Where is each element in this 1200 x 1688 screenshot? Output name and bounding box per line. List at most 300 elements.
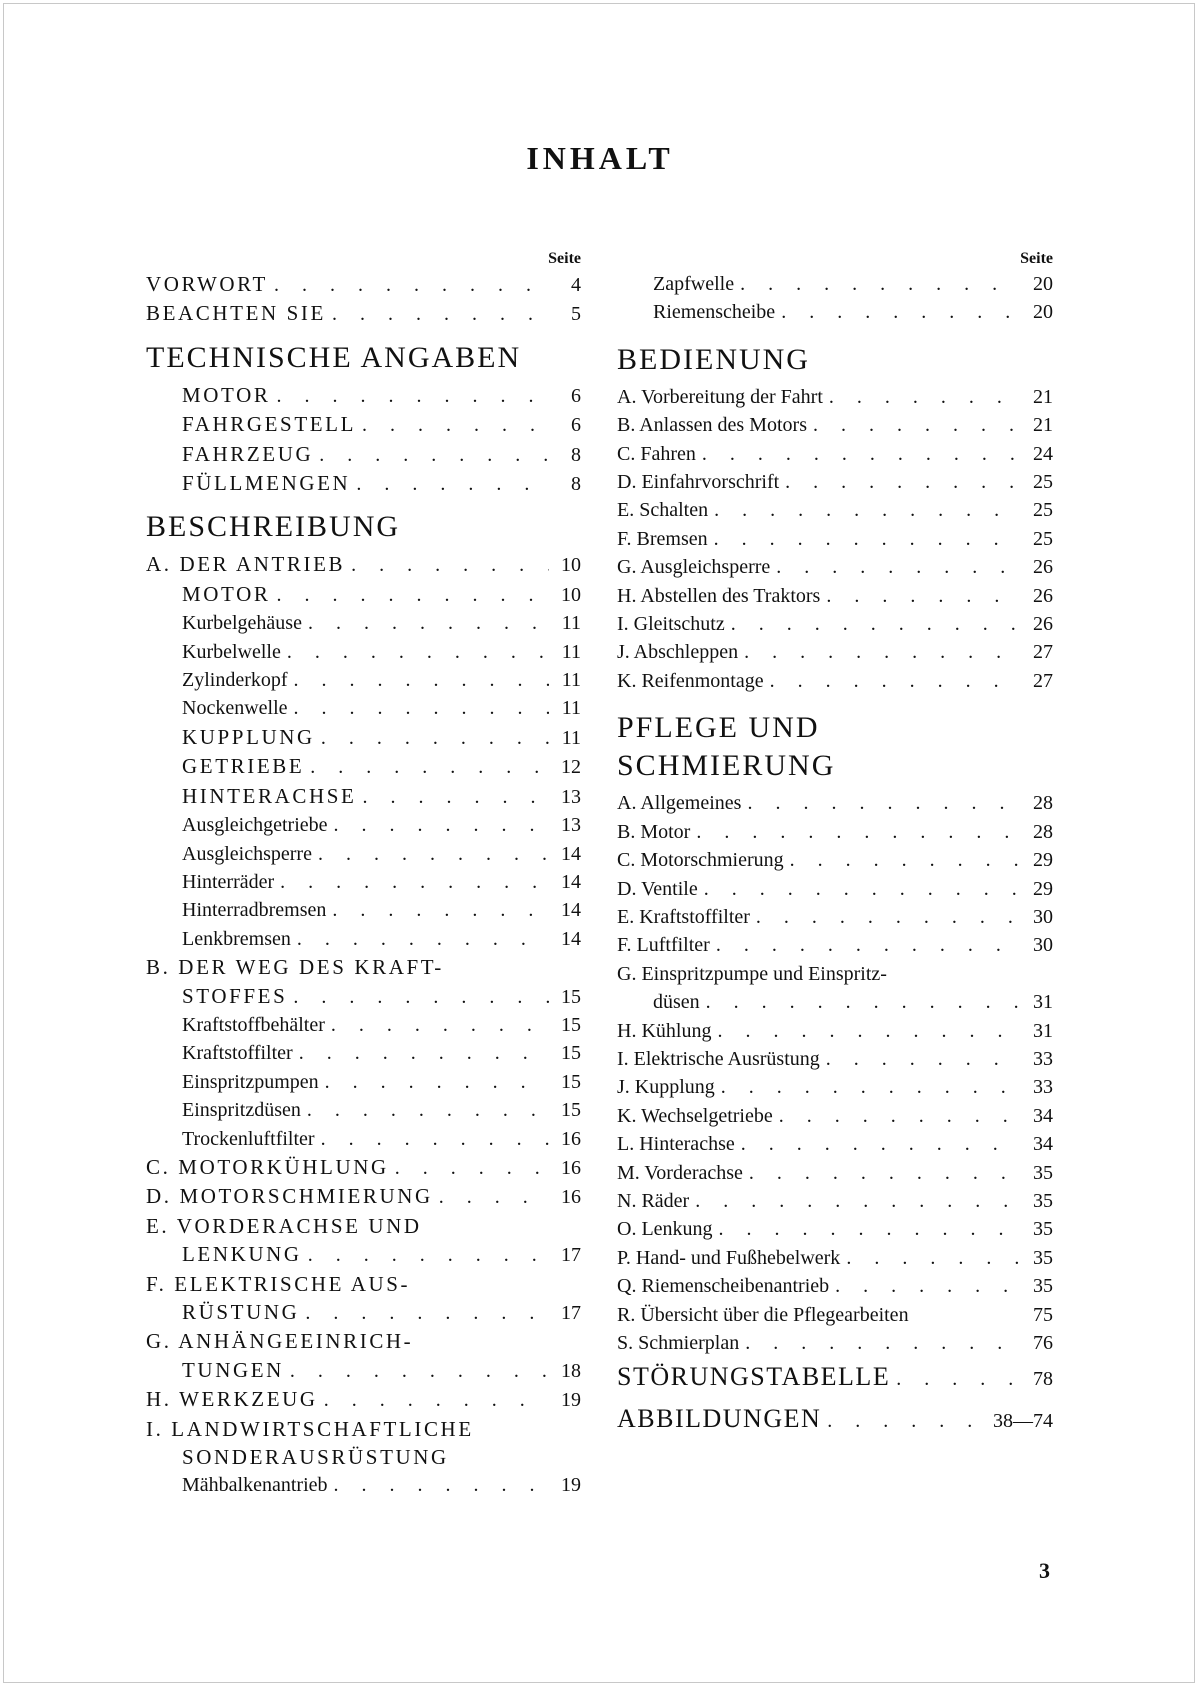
toc-entry-label: Kurbelwelle (182, 640, 281, 663)
dot-leader (318, 840, 549, 868)
toc-line (146, 1068, 581, 1096)
dot-leader (351, 551, 549, 579)
toc-entry (617, 553, 1053, 581)
toc-line (617, 1159, 1053, 1187)
toc-entry (146, 410, 581, 439)
dot-leader (781, 298, 1021, 326)
toc-entry-label: Nockenwelle (182, 697, 288, 720)
toc-entry-label: Kraftstoffilter (182, 1042, 293, 1065)
toc-entry (617, 582, 1053, 610)
dot-leader (756, 903, 1021, 931)
dot-leader (334, 811, 550, 839)
dot-leader (321, 1125, 549, 1153)
toc-line (146, 1212, 581, 1240)
toc-entry (617, 1272, 1053, 1300)
toc-entry (146, 1182, 581, 1211)
toc-line (146, 1385, 581, 1414)
toc-line (146, 1096, 581, 1124)
toc-entry-page: 11 (561, 640, 581, 663)
toc-entry-label: Ausgleichsperre (182, 842, 312, 865)
dot-leader (308, 1241, 549, 1269)
dot-leader (299, 1039, 549, 1067)
toc-entry-label: Hinterräder (182, 870, 275, 893)
toc-entry-page: 16 (561, 1156, 581, 1179)
toc-entry-label: VORWORT (146, 272, 268, 296)
toc-entry (146, 811, 581, 839)
toc-entry-page: 11 (561, 697, 581, 720)
toc-entry (146, 508, 581, 546)
toc-entry (146, 1385, 581, 1414)
toc-entry-page: 15 (561, 1070, 581, 1093)
toc-entry (146, 1471, 581, 1499)
dot-leader (721, 1073, 1021, 1101)
toc-entry-label: HINTERACHSE (182, 783, 357, 808)
toc-entry-page: 76 (1033, 1332, 1053, 1354)
toc-entry-label: D. Einfahrvorschrift (617, 471, 780, 494)
dot-leader (714, 525, 1021, 553)
toc-entry-label: A. Allgemeines (617, 792, 742, 815)
toc-entry (617, 1130, 1053, 1158)
toc-entry (617, 411, 1053, 439)
toc-entry-page: 4 (571, 274, 581, 296)
toc-entry-page: 25 (1033, 527, 1053, 550)
toc-entry-page: 24 (1033, 442, 1053, 465)
toc-line (146, 270, 581, 299)
toc-line (617, 988, 1053, 1016)
toc-entry (617, 270, 1053, 298)
toc-line (146, 1011, 581, 1039)
toc-entry-label: F. Bremsen (617, 527, 708, 550)
toc-line (146, 508, 581, 546)
toc-entry-label: J. Kupplung (617, 1076, 715, 1099)
toc-entry-label: H. Abstellen des Traktors (617, 584, 821, 607)
toc-entry (617, 1017, 1053, 1045)
toc-line (146, 381, 581, 410)
dot-leader (294, 666, 549, 694)
dot-leader (896, 1359, 1021, 1399)
toc-left-list (146, 270, 581, 1500)
toc-entry-label: Trockenluftfilter (182, 1127, 315, 1150)
toc-line (617, 903, 1053, 931)
toc-line (617, 789, 1053, 817)
toc-line (617, 1399, 1053, 1441)
toc-entry-page: 35 (1033, 1161, 1053, 1184)
dot-leader (835, 1272, 1021, 1300)
toc-entry-page: 35 (1033, 1246, 1053, 1269)
toc-entry-page: 13 (561, 785, 581, 808)
toc-line (617, 638, 1053, 666)
toc-entry (146, 638, 581, 666)
toc-entry-label: Hinterradbremsen (182, 899, 327, 922)
toc-entry (617, 1045, 1053, 1073)
toc-entry (146, 1415, 581, 1472)
toc-entry-page: 25 (1033, 499, 1053, 522)
toc-entry-page: 25 (1033, 471, 1053, 494)
toc-entry (146, 550, 581, 579)
toc-entry-label: BESCHREIBUNG (146, 510, 401, 544)
toc-entry-page: 11 (561, 612, 581, 635)
toc-entry-label: M. Vorderachse (617, 1161, 743, 1184)
dot-leader (310, 753, 549, 781)
dot-leader (280, 868, 549, 896)
toc-entry-page: 26 (1033, 584, 1053, 607)
toc-entry (617, 1244, 1053, 1272)
toc-entry-label: I. LANDWIRTSCHAFTLICHE (146, 1416, 474, 1441)
toc-entry-page: 11 (561, 726, 581, 749)
toc-entry (617, 903, 1053, 931)
toc-entry (146, 609, 581, 637)
toc-entry (617, 383, 1053, 411)
toc-entry (146, 1153, 581, 1182)
toc-entry-page: 21 (1033, 385, 1053, 408)
seite-label-left: Seite (548, 250, 581, 267)
dot-leader (695, 1187, 1021, 1215)
dot-leader (749, 1159, 1021, 1187)
toc-entry (146, 1039, 581, 1067)
dot-leader (362, 783, 549, 811)
dot-leader (826, 1045, 1021, 1073)
dot-leader (719, 1215, 1021, 1243)
toc-entry-label: Lenkbremsen (182, 927, 291, 950)
dot-leader (324, 1386, 549, 1414)
toc-entry (146, 440, 581, 469)
toc-entry (146, 1011, 581, 1039)
dot-leader (704, 875, 1021, 903)
toc-line (617, 383, 1053, 411)
toc-entry (617, 709, 1053, 785)
toc-entry-page: 19 (561, 1474, 581, 1497)
toc-line (617, 960, 1053, 988)
toc-line (617, 875, 1053, 903)
dot-leader (744, 638, 1021, 666)
toc-entry-page: 15 (561, 1042, 581, 1065)
toc-line (146, 469, 581, 498)
toc-line (146, 580, 581, 609)
toc-entry-label: F. Luftfilter (617, 934, 710, 957)
toc-line (617, 1102, 1053, 1130)
toc-entry-page: 8 (571, 443, 581, 466)
toc-line (146, 339, 581, 377)
toc-entry-label: H. Kühlung (617, 1019, 712, 1042)
toc-entry-label: FÜLLMENGEN (182, 471, 351, 496)
toc-line (146, 1327, 581, 1355)
dot-leader (846, 1244, 1021, 1272)
toc-entry-label: Ausgleichgetriebe (182, 814, 328, 837)
toc-entry (146, 1270, 581, 1328)
dot-leader (813, 411, 1021, 439)
toc-line (617, 846, 1053, 874)
toc-entry (617, 1159, 1053, 1187)
toc-entry (617, 1102, 1053, 1130)
toc-entry (617, 875, 1053, 903)
dot-leader (287, 638, 549, 666)
toc-entry-label: O. Lenkung (617, 1218, 713, 1241)
toc-entry-page: 12 (561, 756, 581, 779)
toc-line (146, 840, 581, 868)
toc-entry-label: MOTOR (182, 581, 271, 606)
toc-entry (617, 440, 1053, 468)
toc-entry-label: B. DER WEG DES KRAFT- (146, 955, 444, 980)
toc-entry-page: 15 (561, 1099, 581, 1122)
toc-line (146, 782, 581, 811)
toc-entry-label: A. Vorbereitung der Fahrt (617, 385, 823, 408)
toc-line (617, 1130, 1053, 1158)
toc-entry-page: 28 (1033, 820, 1053, 843)
toc-entry (617, 846, 1053, 874)
toc-line (146, 1240, 581, 1269)
toc-line (146, 299, 581, 328)
toc-line (617, 667, 1053, 695)
toc-left-column (146, 248, 581, 1500)
toc-entry (146, 339, 581, 377)
toc-entry-label: N. Räder (617, 1189, 690, 1212)
toc-entry-label: L. Hinterachse (617, 1133, 735, 1156)
dot-leader (829, 383, 1021, 411)
toc-entry-label: KUPPLUNG (182, 724, 315, 749)
toc-entry (146, 1212, 581, 1270)
toc-entry (617, 1073, 1053, 1101)
dot-leader (439, 1183, 549, 1211)
toc-line (146, 1471, 581, 1499)
toc-line (617, 818, 1053, 846)
toc-entry-label: P. Hand- und Fußhebelwerk (617, 1246, 841, 1269)
toc-entry-page: 28 (1033, 792, 1053, 815)
toc-entry (146, 1327, 581, 1385)
toc-entry (146, 666, 581, 694)
toc-entry-page: 6 (571, 384, 581, 407)
toc-entry (146, 723, 581, 752)
toc-line (146, 982, 581, 1011)
toc-entry-label: Kurbelgehäuse (182, 612, 302, 635)
toc-entry (146, 694, 581, 722)
dot-leader (740, 270, 1021, 298)
toc-line (617, 1244, 1053, 1272)
toc-entry-label: Zylinderkopf (182, 669, 288, 692)
toc-entry (617, 525, 1053, 553)
toc-entry-page: 14 (561, 927, 581, 950)
toc-entry-label: LENKUNG (182, 1242, 302, 1267)
toc-entry-label: B. Motor (617, 820, 691, 843)
toc-entry-label: C. MOTORKÜHLUNG (146, 1154, 389, 1179)
toc-entry-page: 10 (561, 554, 581, 577)
toc-entry-label: SCHMIERUNG (617, 749, 836, 783)
toc-line (146, 550, 581, 579)
toc-entry-page: 26 (1033, 613, 1053, 636)
dot-leader (332, 300, 549, 328)
toc-entry-label: TUNGEN (182, 1357, 284, 1382)
toc-line (617, 1187, 1053, 1215)
toc-line (617, 931, 1053, 959)
dot-leader (714, 496, 1021, 524)
toc-entry-page: 13 (561, 814, 581, 837)
toc-entry-page: 5 (571, 303, 581, 326)
toc-entry-label: K. Reifenmontage (617, 669, 764, 692)
toc-entry-label: E. VORDERACHSE UND (146, 1213, 422, 1238)
toc-entry (146, 580, 581, 609)
dot-leader (294, 694, 549, 722)
dot-leader (785, 468, 1021, 496)
toc-line (617, 525, 1053, 553)
dot-leader (770, 667, 1021, 695)
toc-line (617, 1017, 1053, 1045)
toc-entry-page: 30 (1033, 905, 1053, 928)
toc-entry (146, 270, 581, 299)
toc-line (617, 1272, 1053, 1300)
toc-entry-label: düsen (653, 991, 700, 1014)
toc-entry-page: 11 (561, 669, 581, 692)
toc-entry-label: G. ANHÄNGEEINRICH- (146, 1329, 414, 1354)
toc-entry-label: Riemenscheibe (653, 301, 776, 324)
toc-entry-label: FAHRGESTELL (182, 412, 357, 437)
toc-entry-page: 27 (1033, 641, 1053, 664)
toc-entry (146, 868, 581, 896)
toc-line (146, 1182, 581, 1211)
dot-leader (325, 1068, 549, 1096)
toc-line (617, 468, 1053, 496)
toc-entry-label: TECHNISCHE ANGABEN (146, 340, 522, 374)
toc-line (617, 1329, 1053, 1357)
toc-line (146, 896, 581, 924)
toc-line (146, 1153, 581, 1182)
toc-entry-page: 15 (561, 985, 581, 1008)
toc-entry (146, 953, 581, 1011)
toc-entry-label: E. Schalten (617, 499, 709, 522)
toc-entry-label: Einspritzpumpen (182, 1070, 319, 1093)
toc-entry (617, 931, 1053, 959)
toc-entry-page: 29 (1033, 849, 1053, 872)
toc-entry-label: B. Anlassen des Motors (617, 414, 807, 437)
toc-entry-label: D. MOTORSCHMIERUNG (146, 1184, 433, 1209)
toc-entry-label: I. Elektrische Ausrüstung (617, 1047, 820, 1070)
toc-line (617, 270, 1053, 298)
toc-entry-label: MOTOR (182, 382, 271, 407)
toc-line (617, 610, 1053, 638)
toc-entry-page: 29 (1033, 877, 1053, 900)
toc-entry-label: FAHRZEUG (182, 441, 314, 466)
toc-entry-label: Zapfwelle (653, 273, 735, 295)
toc-entry-page: 14 (561, 870, 581, 893)
toc-entry-page: 15 (561, 1013, 581, 1036)
toc-entry-page: 35 (1033, 1189, 1053, 1212)
toc-entry-label: J. Abschleppen (617, 641, 739, 664)
toc-entry-label: BEACHTEN SIE (146, 301, 326, 326)
dot-leader (706, 988, 1021, 1016)
dot-leader (332, 896, 549, 924)
toc-line (617, 440, 1053, 468)
toc-entry-label: C. Fahren (617, 442, 696, 465)
toc-entry-page: 21 (1033, 414, 1053, 437)
toc-entry-label: STÖRUNGSTABELLE (617, 1362, 891, 1392)
toc-line (146, 638, 581, 666)
dot-leader (716, 931, 1021, 959)
toc-entry-label: G. Einspritzpumpe und Einspritz- (617, 962, 887, 985)
toc-entry (617, 468, 1053, 496)
dot-leader (362, 411, 549, 439)
dot-leader (731, 610, 1021, 638)
toc-line (146, 953, 581, 981)
toc-entry-label: A. DER ANTRIEB (146, 552, 346, 577)
toc-entry-page: 14 (561, 842, 581, 865)
toc-entry-page: 10 (561, 583, 581, 606)
toc-entry (617, 1329, 1053, 1357)
toc-entry-label: D. Ventile (617, 877, 698, 900)
toc-entry (617, 1215, 1053, 1243)
toc-entry-page: 38—74 (993, 1410, 1053, 1433)
toc-entry-label: Einspritzdüsen (182, 1099, 301, 1122)
toc-line (146, 666, 581, 694)
toc-line (617, 747, 1053, 785)
dot-leader (293, 983, 549, 1011)
toc-entry-page: 17 (561, 1244, 581, 1267)
toc-entry (617, 667, 1053, 695)
dot-leader (319, 441, 549, 469)
toc-entry (617, 496, 1053, 524)
toc-entry-label: Kraftstoffbehälter (182, 1013, 325, 1036)
toc-entry-label: F. ELEKTRISCHE AUS- (146, 1271, 411, 1296)
toc-entry-page: 35 (1033, 1275, 1053, 1298)
toc-line (146, 440, 581, 469)
toc-entry (617, 818, 1053, 846)
toc-entry-label: BEDIENUNG (617, 342, 810, 376)
toc-entry-page: 78 (1033, 1368, 1053, 1391)
dot-leader (297, 925, 549, 953)
toc-entry (146, 299, 581, 328)
toc-line (146, 1356, 581, 1385)
toc-entry-label: K. Wechselgetriebe (617, 1104, 773, 1127)
toc-line (617, 1215, 1053, 1243)
toc-line (617, 298, 1053, 326)
toc-entry (146, 1068, 581, 1096)
toc-entry-page: 16 (561, 1127, 581, 1150)
toc-line (146, 925, 581, 953)
toc-entry-label: PFLEGE UND (617, 711, 820, 745)
toc-entry-page: 20 (1033, 301, 1053, 324)
dot-leader (779, 1102, 1021, 1130)
toc-entry-page: 33 (1033, 1047, 1053, 1070)
toc-right-list (617, 270, 1053, 1441)
toc-entry-page: 30 (1033, 934, 1053, 957)
toc-entry-page: 19 (561, 1389, 581, 1412)
toc-line (146, 694, 581, 722)
dot-leader (702, 440, 1021, 468)
toc-entry-label: G. Ausgleichsperre (617, 556, 771, 579)
toc-entry-page: 33 (1033, 1076, 1053, 1099)
dot-leader (717, 1017, 1021, 1045)
toc-entry-label: RÜSTUNG (182, 1300, 300, 1324)
dot-leader (305, 1299, 549, 1327)
toc-entry (617, 298, 1053, 326)
toc-line (146, 868, 581, 896)
toc-line (617, 1073, 1053, 1101)
toc-line (146, 723, 581, 752)
toc-line (617, 553, 1053, 581)
toc-entry-page: 18 (561, 1359, 581, 1382)
toc-entry-label: GETRIEBE (182, 754, 305, 779)
dot-leader (276, 581, 549, 609)
toc-entry (146, 381, 581, 410)
seite-label-right: Seite (1020, 250, 1053, 267)
toc-entry-page: 75 (1033, 1303, 1053, 1326)
dot-leader (290, 1357, 549, 1385)
toc-entry-page: 31 (1033, 1019, 1053, 1042)
toc-entry (146, 469, 581, 498)
toc-entry-label: Q. Riemenscheibenantrieb (617, 1275, 830, 1298)
toc-line (146, 752, 581, 781)
toc-line (617, 1045, 1053, 1073)
dot-leader (334, 1471, 550, 1499)
toc-line (617, 582, 1053, 610)
toc-entry (617, 341, 1053, 379)
